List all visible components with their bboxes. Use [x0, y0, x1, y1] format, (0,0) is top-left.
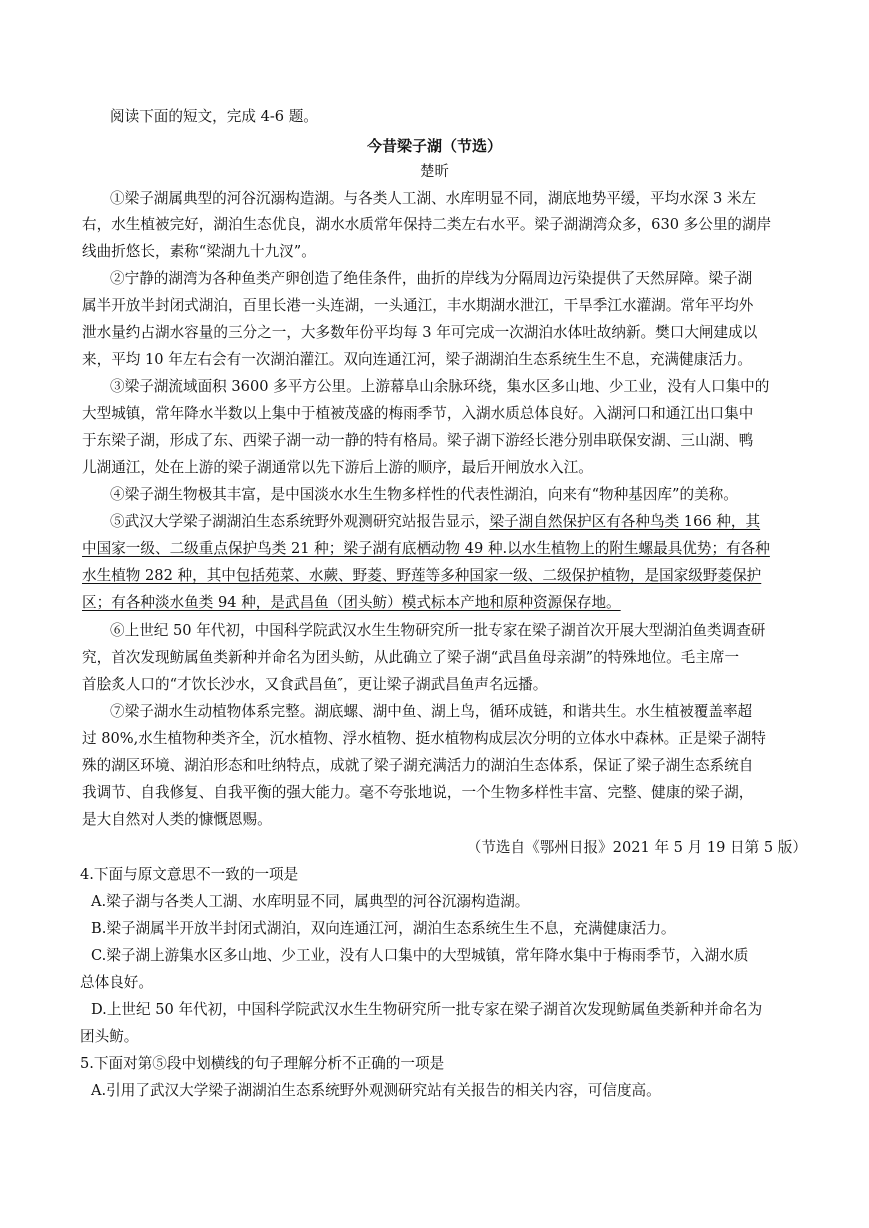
- p7-line-1: ⑦梁子湖水生动植物体系完整。湖底螺、湖中鱼、湖上鸟，循环成链，和谐共生。水生植被覆盖率超: [110, 703, 753, 720]
- p5-underline-4: 区；有各种淡水鱼类 94 种，是武昌鱼（团头鲂）模式标本产地和原种资源保存地。: [82, 594, 621, 611]
- article-source: （节选自《鄂州日报》2021 年 5 月 19 日第 5 版）: [466, 839, 807, 856]
- p2-line-3: 泄水量约占湖水容量的三分之一，大多数年份平均每 3 年可完成一次湖泊水体吐故纳新。樊口大闸建成以: [82, 324, 758, 341]
- p5-line-1: [0, 512, 869, 532]
- p5-lead: ⑤武汉大学梁子湖湖泊生态系统野外观测研究站报告显示，: [110, 513, 490, 530]
- p5-underline-3: 水生植物 282 种，其中包括苑菜、水蕨、野菱、野莲等多种国家一级、二级保护植物，是国家级野菱保护: [82, 567, 762, 584]
- p2-line-1: ②宁静的湖湾为各种鱼类产卵创造了绝佳条件，曲折的岸线为分隔周边污染提供了天然屏障。梁子湖: [110, 270, 753, 287]
- p3-line-4: 儿湖通江，处在上游的梁子湖通常以先下游后上游的顺序，最后开闸放水入江。: [82, 459, 593, 476]
- q4-stem: 4.下面与原文意思不一致的一项是: [80, 866, 299, 883]
- p3-line-1: ③梁子湖流域面积 3600 多平方公里。上游幕阜山余脉环绕，集水区多山地、少工业，没有人口集中的: [110, 378, 770, 395]
- reading-instruction: 阅读下面的短文，完成 4-6 题。: [110, 108, 318, 125]
- p5-underline-1: 梁子湖自然保护区有各种鸟类 166 种，其: [489, 513, 761, 530]
- q4-option-d-line-2: 团头鲂。: [80, 1028, 139, 1045]
- q4-option-c-line-1: C.梁子湖上游集水区多山地、少工业，没有人口集中的大型城镇，常年降水集中于梅雨季节，入湖水质: [91, 947, 749, 964]
- p7-line-2: 过 80%,水生植物种类齐全，沉水植物、浮水植物、挺水植物构成层次分明的立体水中森林。正是梁子湖特: [82, 730, 766, 747]
- p1-line-3: 线曲折悠长，素称“梁湖九十九汊”。: [82, 243, 316, 260]
- q5-stem: 5.下面对第⑤段中划横线的句子理解分析不正确的一项是: [80, 1055, 445, 1072]
- p5-line-3: [0, 566, 869, 586]
- q4-option-b: B.梁子湖属半开放半封闭式湖泊，双向连通江河，湖泊生态系统生生不息，充满健康活力。: [91, 920, 676, 937]
- p7-line-3: 殊的湖区环境、湖泊形态和吐纳特点，成就了梁子湖充满活力的湖泊生态体系，保证了梁子湖生态系统自: [82, 757, 754, 774]
- article-author: 楚昕: [420, 164, 449, 180]
- p7-line-5: 是大自然对人类的慷慨恩赐。: [82, 811, 272, 828]
- q4-option-d-line-1: D.上世纪 50 年代初，中国科学院武汉水生生物研究所一批专家在梁子湖首次发现鲂属鱼类新种并命名为: [91, 1001, 763, 1018]
- p3-line-3: 于东梁子湖，形成了东、西梁子湖一动一静的特有格局。梁子湖下游经长港分别串联保安湖、三山湖、鸭: [82, 432, 754, 449]
- p6-line-2: 究，首次发现鲂属鱼类新种并命名为团头鲂，从此确立了梁子湖“武昌鱼母亲湖”的特殊地位。毛主席一: [82, 649, 740, 666]
- p2-line-4: 来，平均 10 年左右会有一次湖泊灌江。双向连通江河，梁子湖湖泊生态系统生生不息，充满健康活力。: [82, 351, 752, 368]
- p5-underline-2: 中国家一级、二级重点保护鸟类 21 种；梁子湖有底栖动物 49 种.以水生植物上的附生螺最具优势；有各种: [82, 540, 770, 557]
- p7-line-4: 我调节、自我修复、自我平衡的强大能力。毫不夸张地说，一个生物多样性丰富、完整、健康的梁子湖，: [82, 784, 754, 801]
- q4-option-a: A.梁子湖与各类人工湖、水库明显不同，属典型的河谷沉溺构造湖。: [91, 893, 530, 910]
- p2-line-2: 属半开放半封闭式湖泊，百里长港一头连湖，一头通江，丰水期湖水泄江，干旱季江水灌湖。常年平均外: [82, 297, 754, 314]
- p6-line-3: 首脍炙人口的“才饮长沙水，又食武昌鱼″，更让梁子湖武昌鱼声名远播。: [82, 676, 548, 693]
- q5-option-a: A.引用了武汉大学梁子湖湖泊生态系统野外观测研究站有关报告的相关内容，可信度高。: [91, 1082, 661, 1099]
- p4-line-1: ④梁子湖生物极其丰富，是中国淡水水生生物多样性的代表性湖泊，向来有“物种基因库”的美称。: [110, 486, 738, 503]
- p5-line-2: [0, 539, 869, 559]
- article-title: 今昔梁子湖（节选）: [366, 137, 502, 155]
- p6-line-1: ⑥上世纪 50 年代初，中国科学院武汉水生生物研究所一批专家在梁子湖首次开展大型湖泊鱼类调查研: [110, 622, 766, 639]
- p1-line-2: 右，水生植被完好，湖泊生态优良，湖水水质常年保持二类左右水平。梁子湖湖湾众多，630 多公里的湖岸: [82, 216, 772, 233]
- p1-line-1: ①梁子湖属典型的河谷沉溺构造湖。与各类人工湖、水库明显不同，湖底地势平缓，平均水深 3 米左: [110, 190, 757, 207]
- p3-line-2: 大型城镇，常年降水半数以上集中于植被茂盛的梅雨季节，入湖水质总体良好。入湖河口和通江出口集中: [82, 405, 754, 422]
- q4-option-c-line-2: 总体良好。: [80, 974, 153, 991]
- p5-line-4: [0, 593, 869, 613]
